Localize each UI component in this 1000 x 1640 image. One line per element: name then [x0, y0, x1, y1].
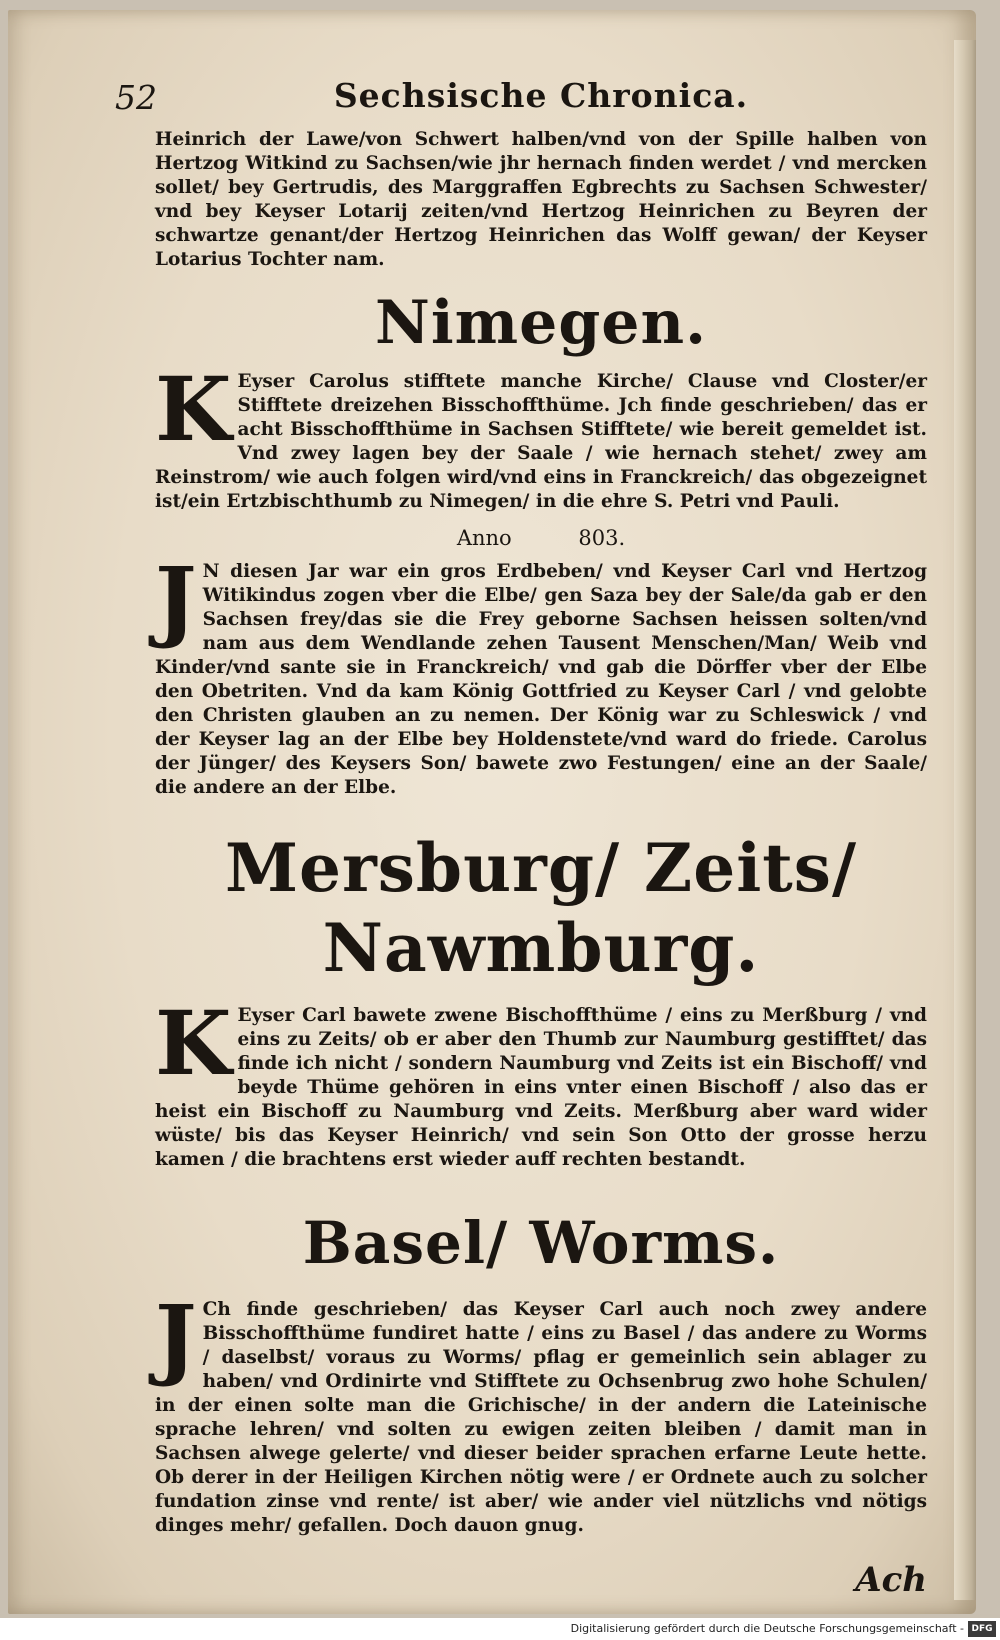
- paragraph-text: N diesen Jar war ein gros Erdbeben/ vnd Keyser Carl vnd Hertzog Witikindus zogen vber die Elbe/ gen Saza bey der Sale/da gab er den Sachsen frey/das sie die Frey geborne Sachsen heissen solten/vnd nam aus dem Wendlande zehen Tausent Menschen/Man/ Weib vnd Kinder/vnd sante sie in Franckreich/ vnd gab die Dörffer vber der Elbe den Obetriten. Vnd da kam König Gottfried zu Keyser Carl / vnd gelobte den Christen glauben an zu nemen. Der König war zu Schleswick / vnd der Keyser lag an der Elbe bey Holdenstete/vnd ward do friede. Carolus der Jünger/ des Keysers Son/ bawete zwo Festungen/ eine an der Saale/ die andere an der Elbe.: [155, 561, 927, 798]
- anno-line: Anno 803.: [456, 526, 626, 550]
- paragraph-basel: [155, 1285, 927, 1538]
- page-gutter-edge: [954, 40, 976, 1600]
- section-heading-basel: Basel/ Worms.: [302, 1209, 780, 1277]
- running-title: Sechsische Chronica.: [333, 76, 749, 115]
- dropcap-letter: J: [155, 547, 197, 651]
- dropcap-letter: K: [155, 357, 232, 461]
- paragraph-anno-803: [155, 547, 927, 800]
- paragraph-mersburg: [155, 991, 927, 1172]
- funding-credit: Digitalisierung gefördert durch die Deutsche Forschungsgemeinschaft -: [570, 1622, 964, 1635]
- catchword: Ach: [855, 1560, 927, 1600]
- section-heading-mersburg: Mersburg/ Zeits/ Nawmburg.: [224, 829, 858, 987]
- section-heading-nimegen: Nimegen.: [375, 288, 707, 358]
- paragraph-text: Eyser Carl bawete zwene Bischoffthüme / eins zu Merßburg / vnd eins zu Zeits/ ob er aber den Thumb zur Naumburg gestifftet/ das finde ich nicht / sondern Naumburg vnd Zeits ist ein Bischoff/ vnd beyde Thüme gehören in eins vnter einen Bischoff / also das er heist ein Bischoff zu Naumburg vnd Zeits. Merßburg aber ward wider wüste/ bis das Keyser Heinrich/ vnd sein Son Otto der grosse herzu kamen / die brachtens erst wieder auff rechten bestandt.: [155, 1005, 927, 1170]
- paragraph-text: Eyser Carolus stifftete manche Kirche/ Clause vnd Closter/er Stifftete dreizehen Bisschoffthüme. Jch finde geschrieben/ das er acht Bisschoffthüme in Sachsen Stifftete/ wie bereit gemeldet ist. Vnd zwey lagen bey der Saale / wie hernach stehet/ zwey am Reinstrom/ wie auch folgen wird/vnd eins in Franckreich/ das obgezeignet ist/ein Ertzbischthumb zu Nimegen/ in die ehre S. Petri vnd Pauli.: [155, 371, 927, 512]
- dropcap-letter: K: [155, 991, 232, 1095]
- paragraph-nimegen: [155, 357, 927, 514]
- dfg-logo-icon: DFG: [968, 1621, 996, 1637]
- footer-bar: [0, 1620, 1000, 1640]
- paragraph-text: Ch finde geschrieben/ das Keyser Carl auch noch zwey andere Bisschoffthüme fundiret hatte / eins zu Basel / das andere zu Worms / daselbst/ voraus zu Worms/ pflag er gemeinlich sein ablager zu haben/ vnd Ordinirte vnd Stifftete zu Ochsenbrug zwo hohe Schulen/ in der einen solte man die Grichische/ in der andern die Lateinische sprache lehren/ vnd solten zu ewigen zeiten bleiben / damit man in Sachsen alwege gelerte/ vnd dieser beider sprachen erfarne Leute hette. Ob derer in der Heiligen Kirchen nötig were / er Ordnete auch zu solcher fundation zinse vnd rente/ ist aber/ wie ander viel nützlichs vnd nötigs dinges mehr/ gefallen. Doch dauon gnug.: [155, 1299, 927, 1536]
- text-block: [115, 70, 927, 1600]
- running-head: [115, 70, 927, 128]
- page-number: 52: [115, 78, 157, 117]
- dropcap-letter: J: [155, 1285, 197, 1389]
- intro-paragraph: Heinrich der Lawe/von Schwert halben/vnd von der Spille halben von Hertzog Witkind zu Sachsen/wie jhr hernach finden werdet / vnd mercken sollet/ bey Gertrudis, des Marggraffen Egbrechts zu Sachsen Schwester/ vnd bey Keyser Lotarij zeiten/vnd Hertzog Heinrichen zu Beyren der schwartze genant/der Hertzog Heinrichen das Wolff gewan/ der Keyser Lotarius Tochter nam.: [155, 129, 927, 270]
